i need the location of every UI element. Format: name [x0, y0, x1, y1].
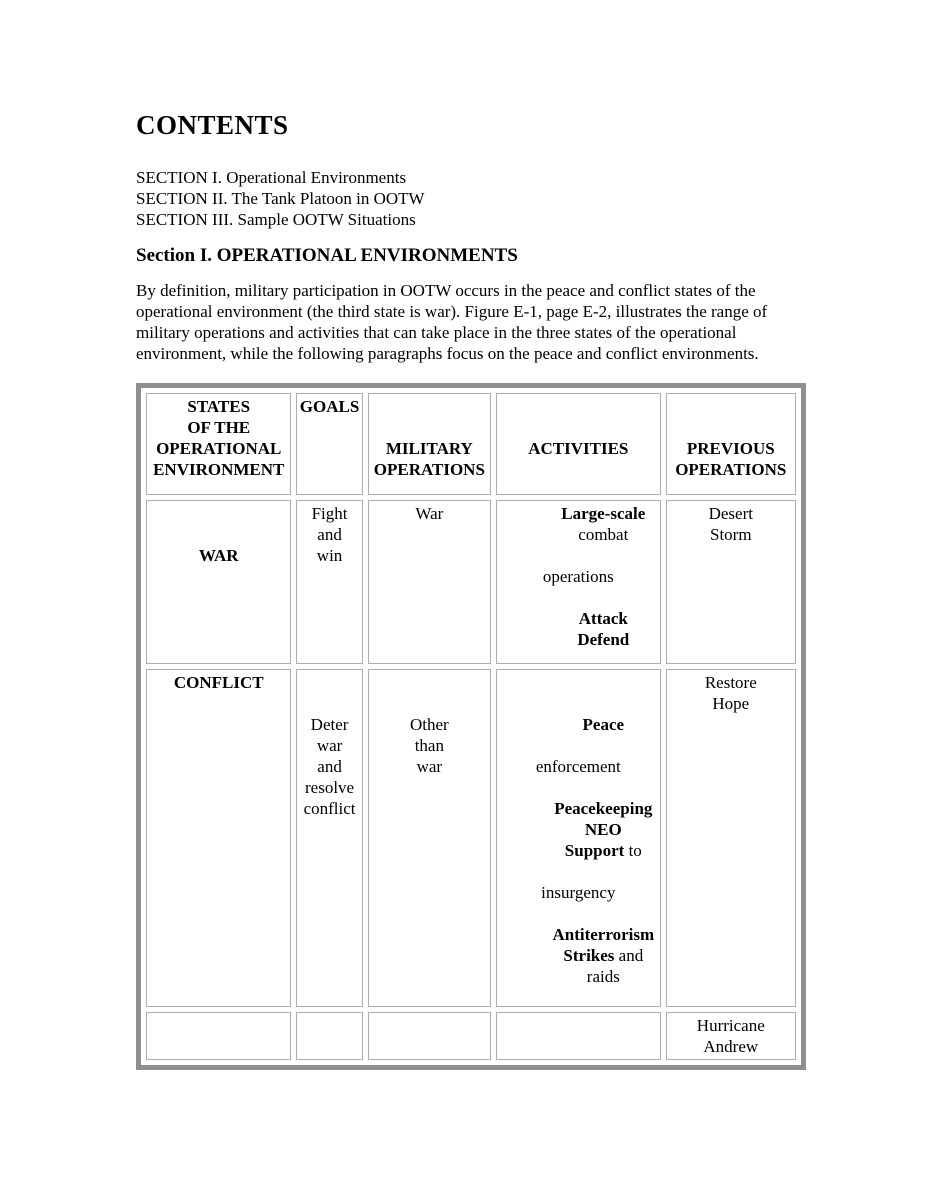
- text-line: and: [317, 757, 342, 776]
- text-line: Peacekeeping: [554, 799, 653, 818]
- text-line: [499, 396, 658, 417]
- text-line: Deter: [310, 715, 349, 734]
- text-line: Other: [409, 715, 449, 734]
- cell-conflict-previous: [666, 669, 796, 1007]
- text-line: OPERATIONAL: [156, 439, 282, 458]
- text-line: Desert: [708, 504, 753, 523]
- text-line: CONFLICT: [173, 673, 264, 692]
- cell-extra-previous: [666, 1012, 796, 1060]
- text-line: Large-scale: [561, 504, 646, 523]
- text-line: [149, 503, 288, 524]
- text-line: [149, 524, 288, 545]
- text-line: war: [316, 736, 343, 755]
- text-line: win: [316, 546, 343, 565]
- table-row-conflict: [146, 669, 796, 1007]
- text-line: NEO: [584, 820, 622, 839]
- text-line: war: [416, 757, 443, 776]
- text-line: Fight: [311, 504, 348, 523]
- column-header-states-of-the-operational-environment: [146, 393, 291, 495]
- text-line: Support to: [564, 841, 642, 860]
- text-line: insurgency: [541, 883, 616, 902]
- cell-war-previous: [666, 500, 796, 664]
- text-line: [299, 693, 359, 714]
- text-line: [371, 417, 488, 438]
- text-line: STATES: [187, 397, 251, 416]
- cell-war-goals: [296, 500, 362, 664]
- toc-item-section-3: SECTION III. Sample OOTW Situations: [136, 210, 416, 229]
- text-line: combat: [578, 525, 629, 544]
- text-line: Antiterrorism: [552, 925, 655, 944]
- column-header-previous-operations: [666, 393, 796, 495]
- text-line: Hurricane: [696, 1016, 765, 1035]
- text-line: Restore: [704, 673, 757, 692]
- column-header-goals: [296, 393, 362, 495]
- text-line: Defend: [577, 630, 630, 649]
- text-line: than: [414, 736, 444, 755]
- toc-item-section-2: SECTION II. The Tank Platoon in OOTW: [136, 189, 425, 208]
- text-line: [499, 693, 658, 714]
- cell-conflict-activities: [496, 669, 661, 1007]
- text-line: PREVIOUS: [686, 439, 775, 458]
- text-line: [499, 545, 658, 566]
- operational-environment-table: [136, 383, 806, 1070]
- cell-conflict-military: [368, 669, 491, 1007]
- toc-item-section-1: SECTION I. Operational Environments: [136, 168, 407, 187]
- section-1-paragraph: By definition, military participation in OOTW occurs in the peace and conflict states of the operational environment (the third state is war). Figure E-1, page E-2, illustrates the range of military operations and activities that can take place in the three states of the operational environment, while the following paragraphs focus on the peace and conflict environments.: [136, 281, 768, 363]
- text-line: [499, 903, 658, 924]
- cell-war-activities: [496, 500, 661, 664]
- text-line: operations: [542, 567, 614, 586]
- text-line: [669, 417, 793, 438]
- text-line: Storm: [710, 525, 752, 544]
- text-line: [499, 861, 658, 882]
- table-row-extra: [146, 1012, 796, 1060]
- text-line: GOALS: [299, 397, 360, 416]
- contents-heading: CONTENTS: [136, 110, 289, 140]
- text-line: [499, 672, 658, 693]
- text-line: War: [415, 504, 444, 523]
- text-line: MILITARY: [385, 439, 473, 458]
- cell-extra-activities: [496, 1012, 661, 1060]
- text-line: resolve: [305, 778, 355, 797]
- text-line: [371, 672, 488, 693]
- text-line: [499, 587, 658, 608]
- text-line: [669, 396, 793, 417]
- column-header-military-operations: [368, 393, 491, 495]
- text-line: Strikes and: [563, 946, 644, 965]
- cell-conflict-goals: [296, 669, 362, 1007]
- text-line: Attack: [578, 609, 628, 628]
- text-line: enforcement: [535, 757, 621, 776]
- text-line: ENVIRONMENT: [153, 460, 285, 479]
- text-line: and: [317, 525, 342, 544]
- text-line: WAR: [198, 546, 239, 565]
- text-line: Hope: [712, 694, 750, 713]
- text-line: raids: [586, 967, 620, 986]
- column-header-activities: [496, 393, 661, 495]
- text-line: [371, 396, 488, 417]
- text-line: OPERATIONS: [675, 460, 787, 479]
- cell-war-states: [146, 500, 291, 664]
- section-1-heading: Section I. OPERATIONAL ENVIRONMENTS: [136, 245, 518, 266]
- cell-extra-goals: [296, 1012, 362, 1060]
- text-line: [499, 417, 658, 438]
- text-line: OF THE: [187, 418, 251, 437]
- cell-war-military: [368, 500, 491, 664]
- text-line: [299, 672, 359, 693]
- text-line: OPERATIONS: [373, 460, 485, 479]
- table-of-contents: [136, 167, 808, 230]
- cell-conflict-states: [146, 669, 291, 1007]
- text-line: ACTIVITIES: [528, 439, 629, 458]
- text-line: [499, 777, 658, 798]
- text-line: [371, 693, 488, 714]
- text-line: conflict: [303, 799, 356, 818]
- text-line: Andrew: [703, 1037, 759, 1056]
- document-content: [136, 110, 808, 1070]
- cell-extra-states: [146, 1012, 291, 1060]
- table-header-row: [146, 393, 796, 495]
- table-row-war: [146, 500, 796, 664]
- text-line: [499, 735, 658, 756]
- text-line: Peace: [582, 715, 625, 734]
- cell-extra-military: [368, 1012, 491, 1060]
